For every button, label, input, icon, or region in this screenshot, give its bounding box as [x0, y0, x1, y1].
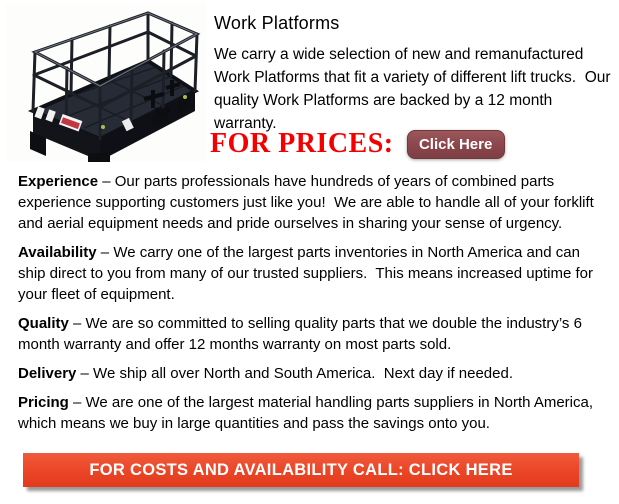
costs-availability-banner[interactable] — [23, 453, 579, 487]
feature-paragraph-experience — [18, 171, 608, 234]
feature-title: Delivery — [18, 365, 77, 382]
feature-body: – Our parts professionals have hundreds of years of combined parts experience supporting customers just like you! We are able to handle all of your forklift and aerial equipment needs and pride ourselves in sharing your sense of urgency. — [18, 173, 599, 232]
feature-title: Availability — [18, 244, 97, 261]
feature-paragraph-availability — [18, 242, 608, 305]
intro-paragraph: We carry a wide selection of new and remanufactured Work Platforms that fit a variety of different lift trucks. Our quality Work Platforms are backed by a 12 month warranty. — [214, 46, 615, 132]
page-title: Work Platforms — [214, 13, 340, 33]
feature-body: – We carry one of the largest parts inventories in North America and can ship direct to you from many of our trusted suppliers. This means increased uptime for your fleet of equipment. — [18, 244, 598, 303]
hero-text-block — [214, 13, 616, 135]
features-section — [18, 171, 608, 442]
feature-title: Experience — [18, 173, 99, 190]
feature-paragraph-quality — [18, 313, 608, 355]
feature-paragraph-delivery — [18, 363, 608, 384]
feature-title: Quality — [18, 315, 69, 332]
banner-label: FOR COSTS AND AVAILABILITY CALL: CLICK HERE — [89, 461, 513, 479]
work-platform-illustration — [6, 4, 206, 162]
feature-paragraph-pricing — [18, 392, 608, 434]
prices-row — [210, 128, 505, 160]
feature-body: – We are one of the largest material handling parts suppliers in North America, which means we buy in large quantities and pass the savings onto you. — [18, 394, 598, 432]
feature-body: – We ship all over North and South America. Next day if needed. — [76, 365, 514, 382]
click-here-button[interactable]: Click Here — [407, 130, 505, 159]
feature-title: Pricing — [18, 394, 69, 411]
work-platform-image — [6, 4, 206, 162]
for-prices-label: FOR PRICES: — [210, 128, 394, 159]
feature-body: – We are so committed to selling quality parts that we double the industry’s 6 month warranty and offer 12 months warranty on most parts sold. — [18, 315, 587, 353]
